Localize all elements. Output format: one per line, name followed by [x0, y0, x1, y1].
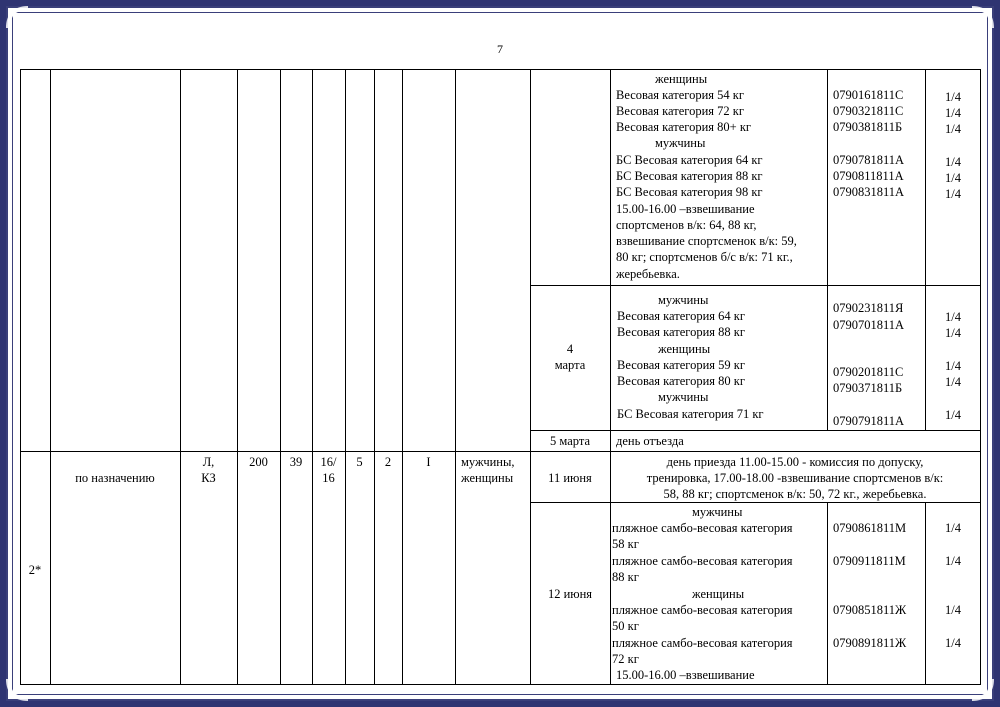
category-fraction: 1/4	[945, 310, 961, 324]
arrival-text: 58, 88 кг; спортсменок в/к: 50, 72 кг., жеребьевка.	[663, 487, 927, 501]
category-code: 0790851811Ж	[833, 603, 907, 617]
category-item: БС Весовая категория 88 кг	[616, 169, 763, 183]
category-item: Весовая категория 72 кг	[616, 104, 744, 118]
section-header-women: женщины	[655, 72, 708, 86]
category-item: 58 кг	[612, 537, 639, 551]
departure-text: день отъезда	[616, 434, 684, 448]
category-code: 0790791811А	[833, 414, 905, 428]
category-item: 50 кг	[612, 619, 639, 633]
event-col3-line2: КЗ	[201, 471, 216, 485]
section-header-men: мужчины	[658, 390, 709, 404]
event-gender-line2: женщины	[461, 471, 514, 485]
category-code: 0790811811А	[833, 169, 904, 183]
category-item: БС Весовая категория 98 кг	[616, 185, 763, 199]
event-number: 2*	[28, 563, 42, 577]
category-code: 0790781811А	[833, 153, 905, 167]
section-header-women: женщины	[658, 342, 711, 356]
category-item: БС Весовая категория 64 кг	[616, 153, 763, 167]
category-item: 72 кг	[612, 652, 639, 666]
weighin-text: спортсменов в/к: 64, 88 кг,	[616, 218, 757, 232]
category-item: Весовая категория 64 кг	[617, 309, 745, 323]
category-code: 0790321811С	[833, 104, 904, 118]
category-code: 0790861811М	[833, 521, 907, 535]
category-item: пляжное самбо-весовая категория	[612, 554, 793, 568]
category-code: 0790891811Ж	[833, 636, 907, 650]
category-fraction: 1/4	[945, 603, 961, 617]
category-code: 0790381811Б	[833, 120, 903, 134]
category-fraction: 1/4	[945, 554, 961, 568]
date-cell: 12 июня	[547, 587, 593, 601]
corner-ornament-icon	[4, 4, 30, 30]
event-gender-line1: мужчины,	[461, 455, 515, 469]
category-code: 0790371811Б	[833, 381, 903, 395]
category-fraction: 1/4	[945, 155, 961, 169]
event-col7: 5	[356, 455, 363, 469]
category-fraction: 1/4	[945, 122, 961, 136]
event-col6-line2: 16	[322, 471, 335, 485]
weighin-text: жеребьевка.	[616, 267, 680, 281]
page-number: 7	[497, 42, 503, 56]
category-fraction: 1/4	[945, 326, 961, 340]
date-cell: 5 марта	[550, 434, 590, 448]
category-fraction: 1/4	[945, 171, 961, 185]
arrival-text: тренировка, 17.00-18.00 -взвешивание спортсменов в/к:	[646, 471, 944, 485]
event-col4: 200	[249, 455, 268, 469]
date-cell: 11 июня	[548, 471, 592, 485]
category-item: Весовая категория 54 кг	[616, 88, 744, 102]
category-code: 0790231811Я	[833, 301, 904, 315]
section-header-men: мужчины	[658, 293, 709, 307]
date-day: 4	[566, 342, 574, 356]
category-fraction: 1/4	[945, 187, 961, 201]
category-code: 0790911811М	[833, 554, 906, 568]
section-header-men: мужчины	[655, 136, 706, 150]
weighin-text: взвешивание спортсменок в/к: 59,	[616, 234, 797, 248]
section-header-men: мужчины	[692, 505, 743, 519]
category-item: БС Весовая категория 71 кг	[617, 407, 764, 421]
category-item: Весовая категория 59 кг	[617, 358, 745, 372]
category-code: 0790161811С	[833, 88, 904, 102]
schedule-table	[20, 69, 981, 685]
category-fraction: 1/4	[945, 636, 961, 650]
category-fraction: 1/4	[945, 521, 961, 535]
category-code: 0790201811С	[833, 365, 904, 379]
category-fraction: 1/4	[945, 408, 961, 422]
event-name: по назначению	[75, 471, 155, 485]
category-code: 0790831811А	[833, 185, 905, 199]
category-item: Весовая категория 80 кг	[617, 374, 745, 388]
arrival-text: день приезда 11.00-15.00 - комиссия по допуску,	[666, 455, 924, 469]
event-col8: 2	[384, 455, 392, 469]
event-col5: 39	[289, 455, 303, 469]
date-month: марта	[554, 358, 586, 372]
category-fraction: 1/4	[945, 106, 961, 120]
category-item: пляжное самбо-весовая категория	[612, 603, 793, 617]
category-fraction: 1/4	[945, 359, 961, 373]
category-item: пляжное самбо-весовая категория	[612, 636, 793, 650]
category-fraction: 1/4	[945, 90, 961, 104]
category-item: пляжное самбо-весовая категория	[612, 521, 793, 535]
weighin-text: 15.00-16.00 –взвешивание	[616, 668, 755, 682]
event-col6-line1: 16/	[320, 455, 337, 469]
category-item: Весовая категория 80+ кг	[616, 120, 752, 134]
event-col3-line1: Л,	[202, 455, 215, 469]
weighin-text: 80 кг; спортсменов б/с в/к: 71 кг.,	[616, 250, 793, 264]
category-item: Весовая категория 88 кг	[617, 325, 745, 339]
category-code: 0790701811А	[833, 318, 905, 332]
category-fraction: 1/4	[945, 375, 961, 389]
section-header-women: женщины	[692, 587, 745, 601]
category-item: 88 кг	[612, 570, 639, 584]
corner-ornament-icon	[970, 4, 996, 30]
event-col9: I	[426, 455, 431, 469]
weighin-text: 15.00-16.00 –взвешивание	[616, 202, 755, 216]
